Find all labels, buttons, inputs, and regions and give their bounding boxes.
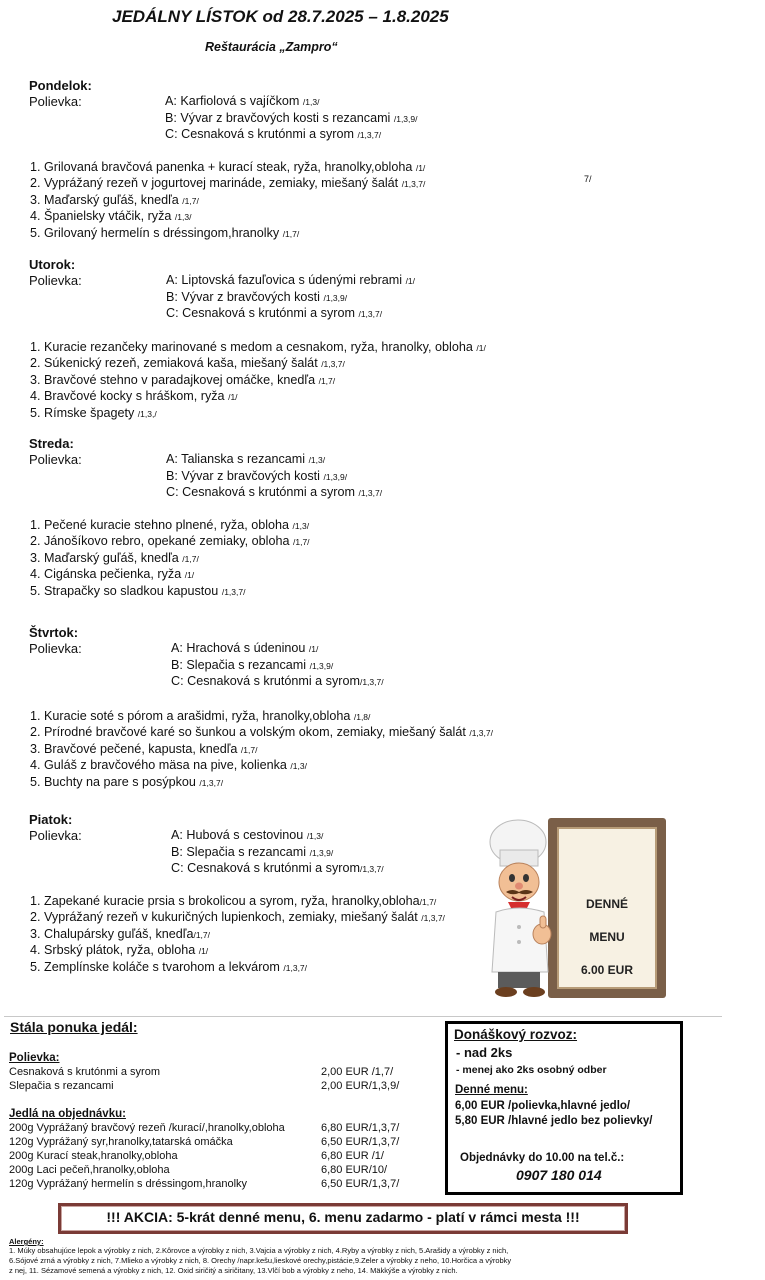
allergen-codes: /1,7/ [293,537,310,548]
delivery-price-full: 6,00 EUR /polievka,hlavné jedlo/ [455,1100,631,1112]
soup-text: B: Slepačia s rezancami [171,658,310,672]
allergen-codes: /1/ [415,163,426,173]
allergen-codes: /1,3,7/ [401,179,426,190]
soup-label: Polievka: [29,828,82,843]
dish-text: 1. Zapekané kuracie prsia s brokolicou a syrom, ryža, hranolky,obloha [30,894,420,908]
dish-text: 2. Súkenický rezeň, zemiaková kaša, miešaný šalát [30,356,322,371]
soup-label: Polievka: [29,452,82,467]
order-item-name: 200g Kurací steak,hranolky,obloha [9,1150,178,1162]
allergen-codes: /1,7/ [282,228,300,239]
soup-item [165,94,319,108]
dish-text: 5. Buchty na pare s posýpkou [30,774,200,789]
soup-item [171,861,384,875]
allergen-codes: /1/ [308,644,319,654]
allergen-codes: /1,3,7/ [199,777,224,788]
allergen-codes: /1,3/ [174,212,192,223]
soup-text: A: Karfiolová s vajíčkom [165,94,303,108]
section-divider [4,1016,722,1017]
delivery-phone[interactable]: 0907 180 014 [516,1167,602,1183]
delivery-price-main: 5,80 EUR /hlavné jedlo bez polievky/ [455,1115,653,1127]
main-dish-item [30,742,257,756]
order-item-price: 6,50 EUR/1,3,7/ [321,1136,400,1148]
delivery-menu-heading: Denné menu: [455,1084,528,1096]
dish-text: 2. Vyprážaný rezeň v jogurtovej marináde, zemiaky, miešaný šalát [30,176,402,191]
main-dish-item [30,551,199,565]
day-name: Pondelok: [29,78,92,93]
dish-text: 4. Bravčové kocky s hráškom, ryža [30,389,229,404]
allergen-codes: /1,3/ [290,761,307,772]
soup-label: Polievka: [29,641,82,656]
allergen-codes: /1,3,7/ [359,864,384,874]
permanent-soups-heading: Polievka: [9,1052,60,1064]
board-price: 6.00 EUR [580,963,634,977]
allergen-codes: /1,7/ [193,929,211,940]
main-dish-item [30,943,208,957]
dish-text: 2. Vyprážaný rezeň v kukuričných lupienkoch, zemiaky, miešaný šalát [30,910,422,925]
soup-text: B: Slepačia s rezancami [171,845,310,859]
dish-text: 1. Kuracie soté s pórom a arašidmi, ryža, hranolky,obloha [30,709,354,723]
order-item-name: 120g Vyprážaný syr,hranolky,tatarská omáčka [9,1136,233,1148]
soup-text: C: Cesnaková s krutónmi a syrom [171,674,360,688]
allergen-codes: /1/ [184,570,195,581]
dish-text: 4. Guláš z bravčového mäsa na pive, kolienka [30,758,291,773]
soup-item [171,658,333,672]
order-item-price: 6,80 EUR /1/ [321,1150,384,1162]
main-dish-item [30,910,445,924]
day-name: Štvrtok: [29,625,79,640]
allergen-codes: /1,7/ [240,744,258,755]
main-dish-item [30,340,486,354]
allergens-heading: Alergény: [9,1237,44,1246]
main-dish-item [30,960,307,974]
soup-text: A: Liptovská fazuľovica s údenými rebrami [166,273,406,287]
allergen-codes: /1/ [405,276,416,286]
main-dish-item [30,758,307,772]
delivery-box [445,1021,683,1195]
main-dish-item [30,725,493,739]
allergen-codes: /1,3,7/ [358,488,383,498]
soup-text: B: Vývar z bravčových kosti s rezancami [165,111,394,125]
dish-text: 4. Španielsky vtáčik, ryža [30,209,175,224]
dish-text: 5. Rímske špagety [30,405,138,420]
day-name: Utorok: [29,257,76,272]
soup-item [166,485,382,499]
order-heading: Jedlá na objednávku: [9,1108,126,1120]
dish-text: 4. Cigánska pečienka, ryža [30,567,185,582]
allergens-line3: z nej, 11. Sézamové semená a výrobky z nich, 12. Oxid siričitý a siričitany, 13.Vlčí bob a výrobky z neho, 14. Mäkkýše a výrobky z nich. [9,1266,458,1275]
dish-text: 3. Maďarský guľáš, knedľa [30,550,183,565]
soup-item [171,845,333,859]
main-dish-item [30,584,245,598]
dish-text: 5. Grilovaný hermelín s dréssingom,hranolky [30,225,283,240]
order-item-price: 6,80 EUR/10/ [321,1164,388,1176]
soup-item [166,273,415,287]
soup-item [166,306,382,320]
dish-text: 1. Grilovaná bravčová panenka + kurací steak, ryža, hranolky,obloha [30,160,416,174]
board-line2: MENU [589,930,625,944]
order-item-price: 6,80 EUR/1,3,7/ [321,1122,400,1134]
delivery-note: - menej ako 2ks osobný odber [456,1064,607,1076]
allergen-codes: /1,3,7/ [321,359,345,370]
order-item-name: 120g Vyprážaný hermelín s dréssingom,hranolky [9,1178,248,1190]
soup-item [171,828,323,842]
permanent-offer-title: Stála ponuka jedál: [10,1019,138,1035]
allergen-codes: /1/ [228,392,238,403]
allergen-codes: /1,3/ [308,455,326,465]
dish-text: 5. Zemplínske koláče s tvarohom a lekvárom [30,959,284,974]
main-dish-item [30,373,335,387]
allergen-codes: /1,3,7/ [469,728,493,739]
allergen-codes: /1,3/ [306,831,324,841]
dish-text: 3. Bravčové stehno v paradajkovej omáčke, knedľa [30,372,319,387]
allergen-codes: /1,7/ [182,553,199,564]
allergen-codes: /1,3,9/ [309,848,334,858]
page-title: JEDÁLNY LÍSTOK od 28.7.2025 – 1.8.2025 [112,7,449,26]
main-dish-item [30,193,199,207]
allergen-codes: /1,3/ [302,97,320,107]
order-item-name: 200g Laci pečeň,hranolky,obloha [9,1164,170,1176]
dish-text: 1. Pečené kuracie stehno plnené, ryža, obloha [30,518,293,532]
allergen-codes: /1,3,9/ [323,472,348,482]
allergen-codes: /1,3,7/ [359,677,384,687]
allergen-codes: /1,3,7/ [283,962,308,973]
allergen-codes: /1,3,7/ [421,913,445,924]
delivery-title: Donáškový rozvoz: [454,1027,578,1042]
dish-text: 5. Strapačky so sladkou kapustou [30,583,222,598]
allergen-codes: /1,3,9/ [393,114,418,124]
soup-item [165,127,381,141]
soup-text: A: Hrachová s údeninou [171,641,309,655]
allergen-codes: /1,3,7/ [221,586,246,597]
soup-text: C: Cesnaková s krutónmi a syrom [165,127,358,141]
main-dish-item [30,894,436,908]
stray-note: 7/ [584,174,592,184]
delivery-min-qty: - nad 2ks [456,1045,513,1060]
main-dish-item [30,209,191,223]
soup-item [165,111,418,125]
order-item-name: 200g Vyprážaný bravčový rezeň /kurací/,hranolky,obloha [9,1122,285,1134]
allergen-codes: /1,3,9/ [323,293,348,303]
main-dish-item [30,927,210,941]
soup-text: B: Vývar z bravčových kosti [166,469,324,483]
dish-text: 4. Srbský plátok, ryža, obloha [30,943,199,958]
permanent-soup-price: 2,00 EUR /1,7/ [321,1066,394,1078]
day-name: Streda: [29,436,74,451]
dish-text: 1. Kuracie rezančeky marinované s medom a cesnakom, ryža, hranolky, obloha [30,340,477,354]
promo-text: !!! AKCIA: 5-krát denné menu, 6. menu zadarmo - platí v rámci mesta !!! [106,1209,580,1225]
main-dish-item [30,518,309,532]
menu-board-frame [548,818,666,998]
main-dish-item [30,389,238,403]
promo-banner [58,1203,628,1234]
soup-text: C: Cesnaková s krutónmi a syrom [171,861,360,875]
order-item-price: 6,50 EUR/1,3,7/ [321,1178,400,1190]
allergen-codes: /1,7/ [182,195,199,206]
soup-label: Polievka: [29,94,82,109]
allergens-line1: 1. Múky obsahujúce lepok a výrobky z nich, 2.Kôrovce a výrobky z nich, 3.Vajcia a výrobky z nich, 4.Ryby a výrobky z nich, 5.Arašidy a výrobky z nich, [9,1246,509,1255]
allergen-codes: /1,3,/ [137,408,157,419]
soup-item [166,469,347,483]
board-line1: DENNÉ [585,897,628,911]
dish-text: 2. Prírodné bravčové karé so šunkou a volským okom, zemiaky, miešaný šalát [30,725,470,740]
main-dish-item [30,567,194,581]
allergen-codes: /1,8/ [353,712,371,722]
dish-text: 3. Chalupársky guľáš, knedľa [30,926,194,941]
delivery-orders-text: Objednávky do 10.00 na tel.č.: [460,1152,625,1164]
chef-icon [482,812,560,1000]
soup-item [166,452,325,466]
dish-text: 2. Jánošíkovo rebro, opekané zemiaky, obloha [30,534,293,549]
main-dish-item [30,534,310,548]
main-dish-item [30,709,370,723]
soup-item [171,674,384,688]
allergen-codes: /1,7/ [419,897,437,907]
allergen-codes: /1,7/ [318,375,336,386]
permanent-soup-price: 2,00 EUR/1,3,9/ [321,1080,400,1092]
main-dish-item [30,176,425,190]
soup-text: A: Hubová s cestovinou [171,828,307,842]
main-dish-item [30,356,345,370]
soup-item [166,290,347,304]
allergens-line2: 6.Sójové zrná a výrobky z nich, 7.Mlieko a výrobky z nich, 8. Orechy /napr.kešu,lieskové orechy,pistácie,9.Zeler a výrobky z neho, 10.Horčica a výrobky [9,1256,512,1265]
main-dish-item [30,226,299,240]
dish-text: 3. Maďarský guľáš, knedľa [30,192,183,207]
allergen-codes: /1,3,9/ [309,661,334,671]
soup-text: A: Talianska s rezancami [166,452,309,466]
permanent-soup-name: Slepačia s rezancami [9,1080,114,1092]
allergen-codes: /1,3,7/ [357,130,382,140]
allergen-codes: /1,3,7/ [358,309,383,319]
soup-item [171,641,318,655]
allergen-codes: /1,3/ [292,521,310,531]
main-dish-item [30,406,157,420]
dish-text: 3. Bravčové pečené, kapusta, knedľa [30,741,241,756]
allergen-codes: /1/ [198,946,209,957]
main-dish-item [30,160,425,174]
restaurant-name: Reštaurácia „Zampro“ [205,40,338,54]
soup-text: C: Cesnaková s krutónmi a syrom [166,306,359,320]
main-dish-item [30,775,223,789]
soup-label: Polievka: [29,273,82,288]
soup-text: C: Cesnaková s krutónmi a syrom [166,485,359,499]
day-name: Piatok: [29,812,73,827]
soup-text: B: Vývar z bravčových kosti [166,290,324,304]
permanent-soup-name: Cesnaková s krutónmi a syrom [9,1066,160,1078]
allergen-codes: /1/ [476,343,486,353]
